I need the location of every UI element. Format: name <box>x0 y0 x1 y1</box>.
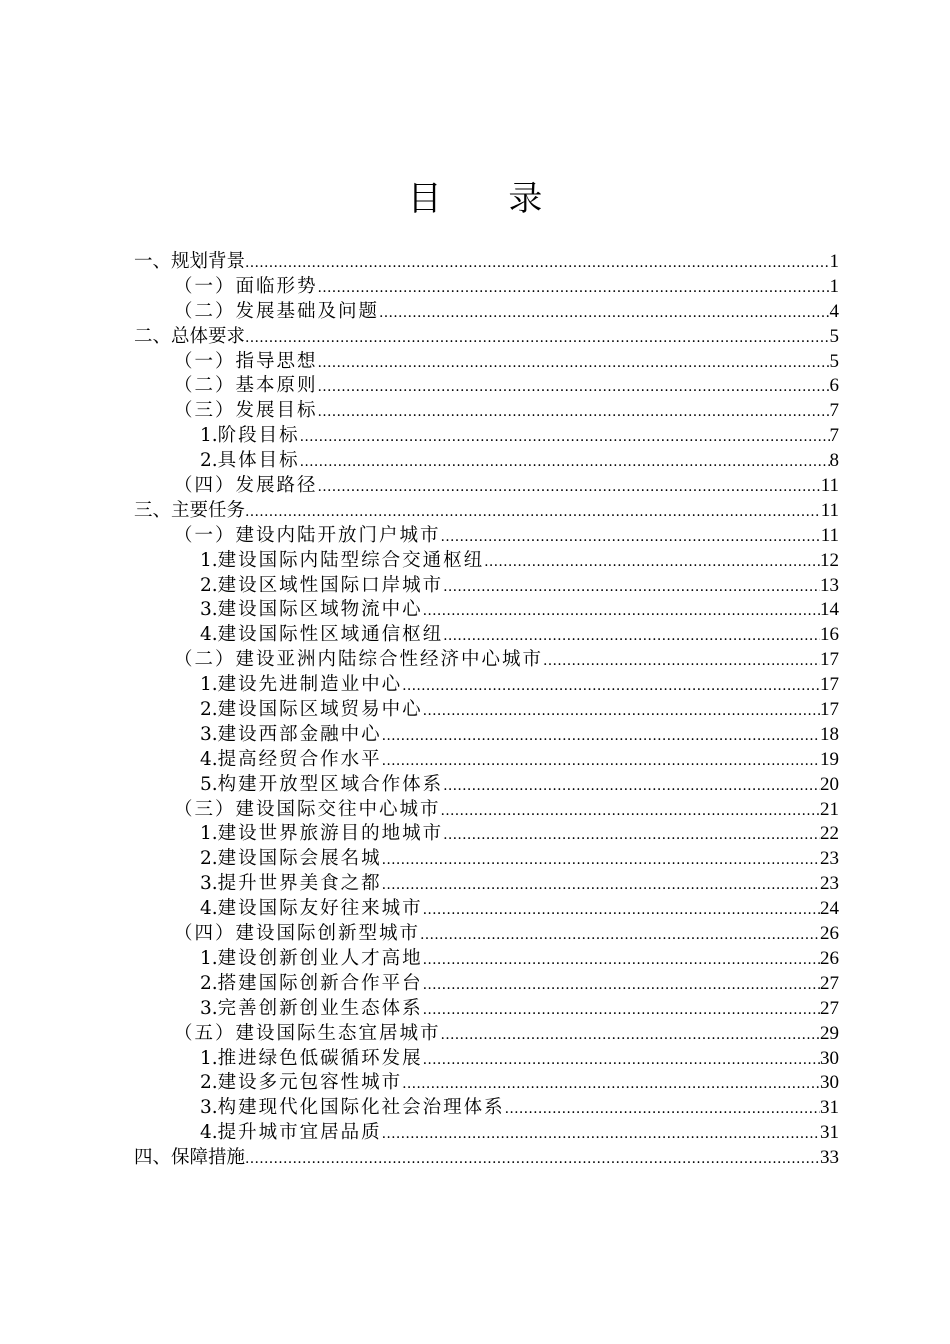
toc-entry[interactable] <box>134 574 839 599</box>
toc-entry-label: 建设世界旅游目的地城市 <box>217 823 444 845</box>
toc-entry-page: 30 <box>820 1047 839 1069</box>
toc-entry-label: （二）建设亚洲内陆综合性经济中心城市 <box>174 649 544 671</box>
toc-entry-label: 具体目标 <box>217 450 300 472</box>
dot-leader <box>300 450 830 475</box>
toc-entry-page: 17 <box>820 674 839 696</box>
toc-entry[interactable] <box>134 897 839 922</box>
toc-entry[interactable] <box>134 1146 839 1171</box>
toc-entry-page: 1 <box>829 275 839 297</box>
toc-entry[interactable] <box>134 872 839 897</box>
toc-entry-label: （四）发展路径 <box>174 475 318 497</box>
dot-leader <box>382 848 820 873</box>
toc-entry-label: 建设西部金融中心 <box>217 723 382 745</box>
dot-leader <box>543 649 820 674</box>
toc-entry[interactable] <box>134 648 839 673</box>
dot-leader <box>245 326 829 351</box>
toc-entry-label: 建设国际区域物流中心 <box>217 599 423 621</box>
toc-entry-page: 27 <box>820 972 839 994</box>
toc-entry-page: 20 <box>820 773 839 795</box>
toc-entry-label: （一）指导思想 <box>174 350 318 372</box>
dot-leader <box>441 1023 820 1048</box>
toc-entry-label: 建设创新创业人才高地 <box>217 947 423 969</box>
toc-entry[interactable] <box>134 1071 839 1096</box>
toc-entry-page: 24 <box>820 898 839 920</box>
toc-entry[interactable] <box>134 798 839 823</box>
dot-leader <box>423 898 820 923</box>
toc-entry[interactable] <box>134 773 839 798</box>
dot-leader <box>245 251 829 276</box>
toc-entry-number: 2. <box>200 450 218 472</box>
dot-leader <box>245 500 821 525</box>
toc-entry[interactable] <box>134 325 839 350</box>
toc-entry-label: （三）建设国际交往中心城市 <box>174 798 441 820</box>
toc-entry[interactable] <box>134 748 839 773</box>
toc-entry-number: 2. <box>200 574 218 596</box>
toc-entry-label: 一、规划背景 <box>134 251 246 272</box>
toc-entry-label: 搭建国际创新合作平台 <box>217 972 423 994</box>
toc-entry[interactable] <box>134 399 839 424</box>
toc-entry-page: 13 <box>820 574 839 596</box>
toc-entry[interactable] <box>134 449 839 474</box>
toc-entry-page: 21 <box>820 798 839 820</box>
toc-entry-page: 23 <box>820 873 839 895</box>
dot-leader <box>443 624 820 649</box>
table-of-contents <box>134 250 839 1171</box>
dot-leader <box>382 749 820 774</box>
toc-entry-page: 33 <box>820 1147 839 1169</box>
toc-entry-number: 1. <box>200 425 218 447</box>
toc-entry-label: 建设国际友好往来城市 <box>217 898 423 920</box>
toc-entry-page: 19 <box>820 748 839 770</box>
toc-entry-number: 1. <box>200 823 218 845</box>
dot-leader <box>382 1122 820 1147</box>
toc-entry-page: 30 <box>820 1072 839 1094</box>
dot-leader <box>300 425 830 450</box>
toc-entry-number: 2. <box>200 699 218 721</box>
toc-entry[interactable] <box>134 424 839 449</box>
toc-entry[interactable] <box>134 549 839 574</box>
toc-entry-number: 4. <box>200 748 218 770</box>
toc-entry-number: 1. <box>200 674 218 696</box>
toc-entry-number: 3. <box>200 723 218 745</box>
toc-entry-page: 14 <box>820 599 839 621</box>
toc-entry[interactable] <box>134 1096 839 1121</box>
toc-entry-number: 1. <box>200 1047 218 1069</box>
toc-entry-label: （一）面临形势 <box>174 275 318 297</box>
dot-leader <box>423 948 820 973</box>
toc-entry[interactable] <box>134 524 839 549</box>
dot-leader <box>441 525 821 550</box>
dot-leader <box>318 400 830 425</box>
toc-entry-page: 7 <box>829 400 839 422</box>
toc-entry[interactable] <box>134 1121 839 1146</box>
toc-entry-page: 5 <box>829 325 839 347</box>
toc-entry[interactable] <box>134 350 839 375</box>
toc-entry-label: 建设国际区域贸易中心 <box>217 699 423 721</box>
toc-entry-page: 31 <box>820 1122 839 1144</box>
toc-entry-page: 1 <box>829 251 839 272</box>
dot-leader <box>423 998 820 1023</box>
toc-entry-page: 5 <box>829 350 839 372</box>
toc-entry-number: 4. <box>200 1122 218 1144</box>
dot-leader <box>420 923 820 948</box>
toc-entry-label: 建设国际性区域通信枢纽 <box>217 624 444 646</box>
dot-leader <box>318 475 821 500</box>
dot-leader <box>423 1048 820 1073</box>
toc-entry-number: 3. <box>200 599 218 621</box>
toc-entry-label: 建设区域性国际口岸城市 <box>217 574 444 596</box>
toc-entry[interactable] <box>134 922 839 947</box>
toc-entry-label: 提升城市宜居品质 <box>217 1122 382 1144</box>
toc-entry[interactable] <box>134 847 839 872</box>
dot-leader <box>402 674 820 699</box>
toc-entry-label: 推进绿色低碳循环发展 <box>217 1047 423 1069</box>
toc-entry-number: 3. <box>200 997 218 1019</box>
toc-entry-number: 4. <box>200 898 218 920</box>
dot-leader <box>441 799 820 824</box>
toc-entry-page: 17 <box>820 649 839 671</box>
toc-entry[interactable] <box>134 499 839 524</box>
toc-entry[interactable] <box>134 698 839 723</box>
dot-leader <box>318 375 830 400</box>
toc-entry-page: 11 <box>820 499 839 521</box>
toc-entry-label: 建设先进制造业中心 <box>217 674 403 696</box>
dot-leader <box>423 599 820 624</box>
dot-leader <box>423 699 820 724</box>
toc-entry[interactable] <box>134 300 839 325</box>
toc-entry-label: 提升世界美食之都 <box>217 873 382 895</box>
toc-entry-label: 建设国际内陆型综合交通枢纽 <box>217 549 485 571</box>
toc-entry-number: 2. <box>200 848 218 870</box>
toc-entry[interactable] <box>134 250 839 275</box>
toc-entry-label: 完善创新创业生态体系 <box>217 997 423 1019</box>
toc-title: 目 录 <box>407 179 571 219</box>
toc-entry[interactable] <box>134 598 839 623</box>
toc-entry-label: 构建开放型区域合作体系 <box>217 773 444 795</box>
toc-entry-label: 建设国际会展名城 <box>217 848 382 870</box>
toc-entry-label: 四、保障措施 <box>134 1147 246 1169</box>
dot-leader <box>484 550 820 575</box>
toc-entry-label: 阶段目标 <box>217 425 300 447</box>
toc-entry-label: （二）基本原则 <box>174 375 318 397</box>
toc-entry-label: （一）建设内陆开放门户城市 <box>174 524 441 546</box>
toc-entry-page: 4 <box>829 300 839 322</box>
toc-entry-page: 8 <box>829 450 839 472</box>
toc-entry[interactable] <box>134 673 839 698</box>
dot-leader <box>423 973 820 998</box>
toc-entry[interactable] <box>134 1022 839 1047</box>
toc-entry[interactable] <box>134 275 839 300</box>
toc-entry-number: 2. <box>200 1072 218 1094</box>
toc-entry[interactable] <box>134 374 839 399</box>
toc-entry-label: （五）建设国际生态宜居城市 <box>174 1022 441 1044</box>
toc-entry-page: 6 <box>829 375 839 397</box>
toc-entry-page: 29 <box>820 1022 839 1044</box>
toc-entry-label: （二）发展基础及问题 <box>174 300 380 322</box>
toc-entry-page: 11 <box>820 524 839 546</box>
toc-entry-number: 3. <box>200 1097 218 1119</box>
toc-entry-label: 构建现代化国际化社会治理体系 <box>217 1097 505 1119</box>
toc-entry-number: 5. <box>200 773 218 795</box>
toc-entry-page: 27 <box>820 997 839 1019</box>
toc-entry[interactable] <box>134 1047 839 1072</box>
toc-entry-page: 22 <box>820 823 839 845</box>
toc-entry-page: 18 <box>820 723 839 745</box>
dot-leader <box>245 1147 820 1172</box>
dot-leader <box>402 1072 820 1097</box>
toc-entry-label: 二、总体要求 <box>134 325 246 347</box>
toc-entry-page: 26 <box>820 947 839 969</box>
toc-entry[interactable] <box>134 822 839 847</box>
dot-leader <box>382 873 820 898</box>
toc-entry-page: 12 <box>820 549 839 571</box>
toc-entry-label: 三、主要任务 <box>134 499 246 521</box>
toc-entry-page: 7 <box>829 425 839 447</box>
toc-entry-number: 4. <box>200 624 218 646</box>
dot-leader <box>379 301 829 326</box>
toc-entry-page: 11 <box>820 475 839 497</box>
toc-entry-page: 17 <box>820 699 839 721</box>
dot-leader <box>318 276 830 301</box>
toc-entry-page: 23 <box>820 848 839 870</box>
toc-entry[interactable] <box>134 723 839 748</box>
toc-entry[interactable] <box>134 474 839 499</box>
toc-entry[interactable] <box>134 997 839 1022</box>
toc-entry[interactable] <box>134 947 839 972</box>
toc-entry[interactable] <box>134 972 839 997</box>
toc-entry-label: 提高经贸合作水平 <box>217 748 382 770</box>
toc-entry-page: 31 <box>820 1097 839 1119</box>
toc-entry-page: 16 <box>820 624 839 646</box>
toc-entry-number: 3. <box>200 873 218 895</box>
dot-leader <box>318 351 830 376</box>
toc-entry-page: 26 <box>820 923 839 945</box>
toc-entry-label: （三）发展目标 <box>174 400 318 422</box>
dot-leader <box>443 774 820 799</box>
dot-leader <box>443 575 820 600</box>
toc-entry-number: 1. <box>200 947 218 969</box>
toc-entry-label: （四）建设国际创新型城市 <box>174 923 421 945</box>
dot-leader <box>443 823 820 848</box>
toc-entry-label: 建设多元包容性城市 <box>217 1072 403 1094</box>
toc-entry-number: 1. <box>200 549 218 571</box>
toc-entry[interactable] <box>134 623 839 648</box>
toc-entry-number: 2. <box>200 972 218 994</box>
dot-leader <box>505 1097 820 1122</box>
dot-leader <box>382 724 820 749</box>
